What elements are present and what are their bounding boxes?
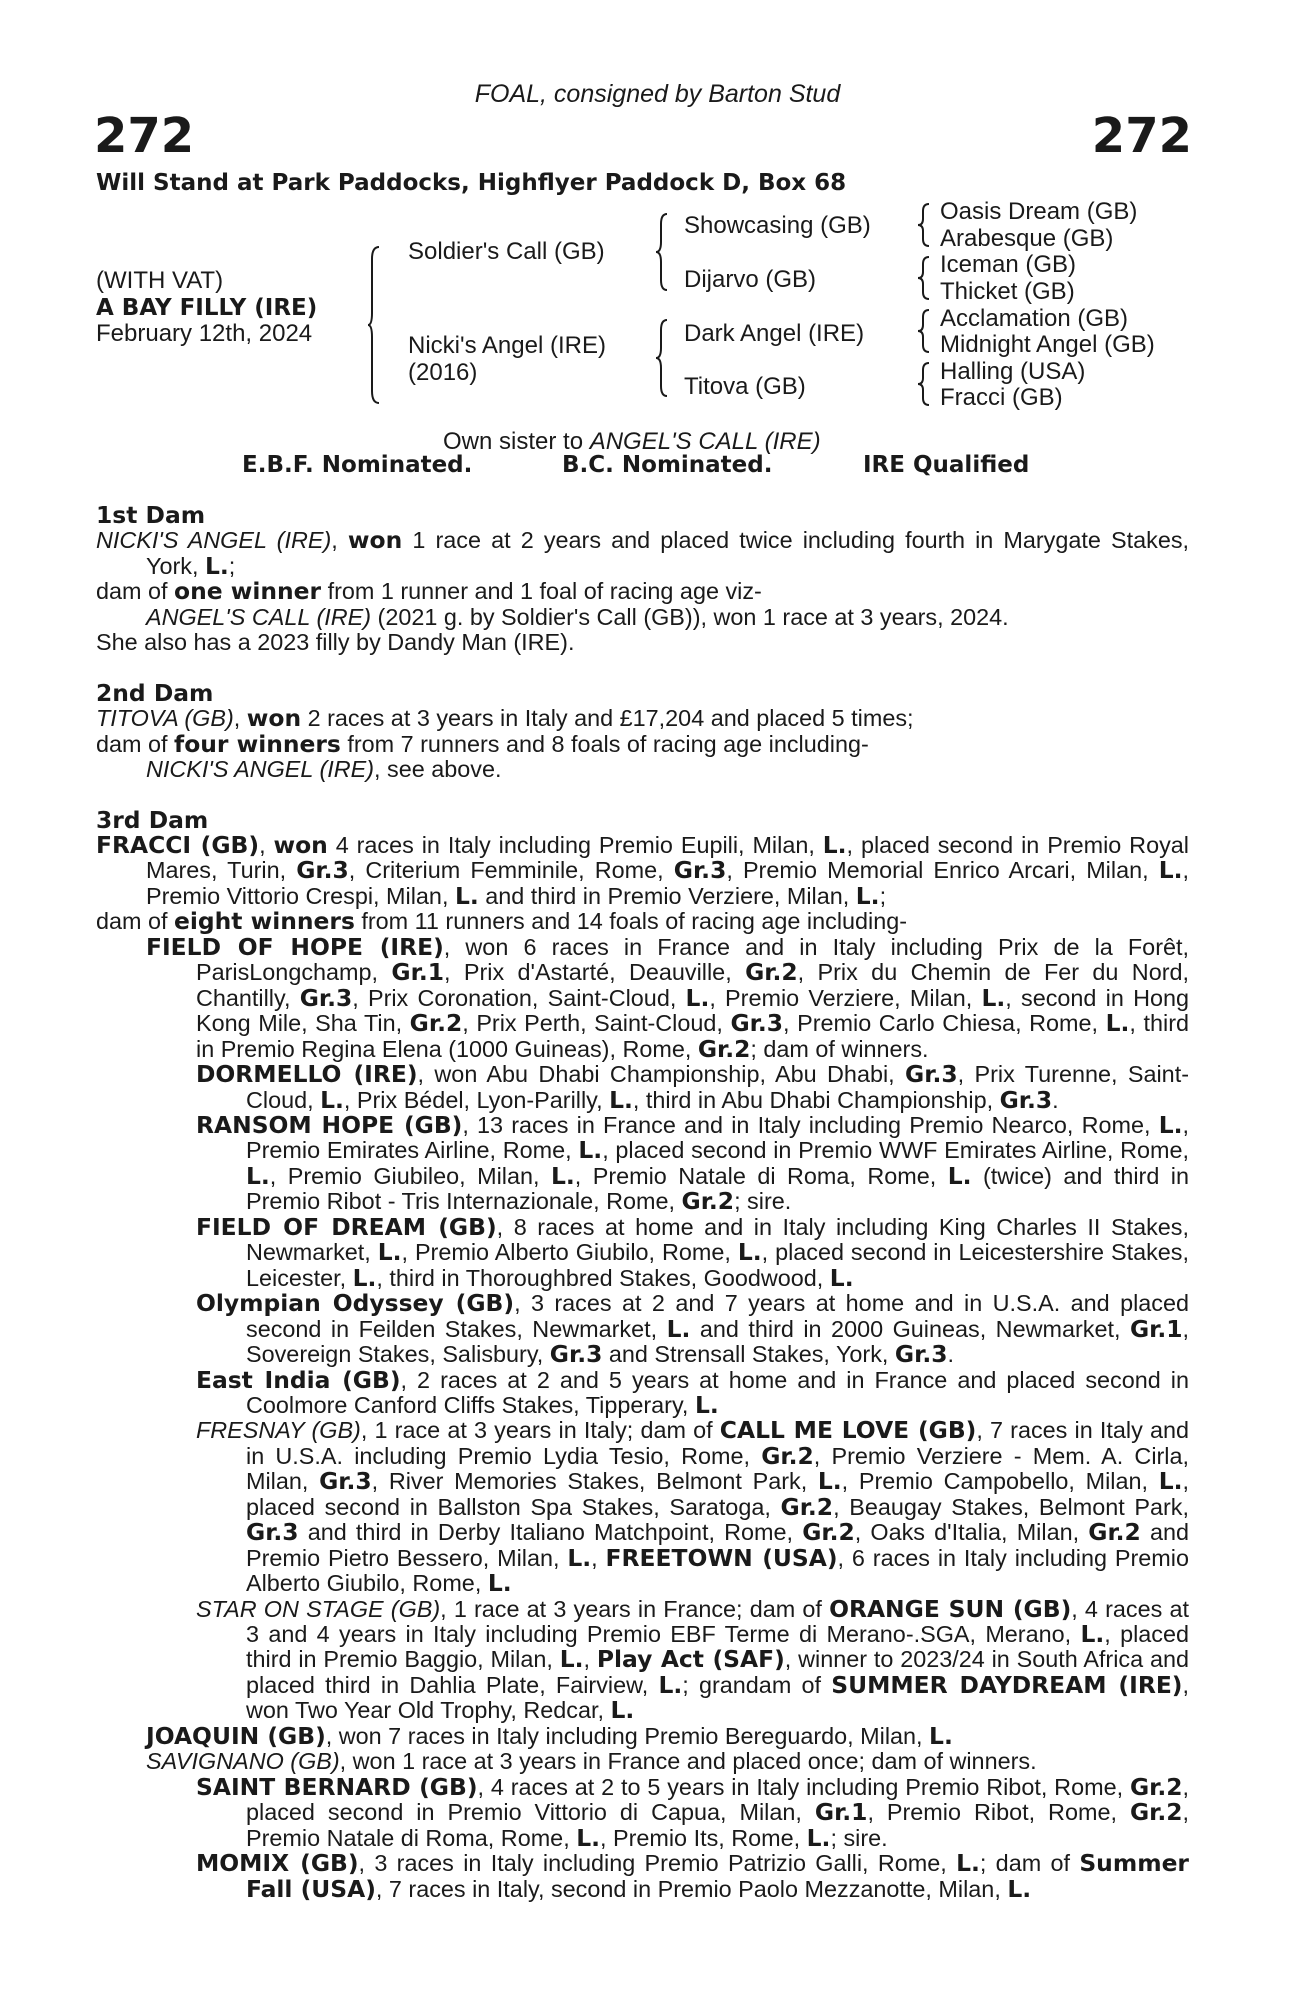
bold-text-run: East India (GB) [196, 1365, 401, 1394]
text-run: , [233, 705, 247, 732]
bold-text-run: L. [1158, 856, 1183, 885]
sister-name: ANGEL'S CALL (IRE) [589, 428, 821, 455]
text-run: from 11 runners and 14 foals of racing age including- [354, 908, 908, 935]
first-dam-heading: 1st Dam [96, 501, 206, 529]
dam-dam: Titova (GB) [684, 373, 806, 400]
produce-fresnay [96, 1418, 1189, 1596]
bold-text-run: L. [666, 1314, 691, 1343]
granddam-4: Fracci (GB) [940, 384, 1063, 411]
text-run: , [583, 1646, 597, 1673]
text-run: , Oaks d'Italia, Milan, [854, 1519, 1089, 1546]
third-dam-produce-line [96, 909, 1189, 934]
produce-star-on-stage [96, 1594, 1189, 1725]
bold-text-run: L. [1080, 1620, 1105, 1649]
second-dam-produce-line [96, 729, 1189, 758]
bold-text-run: Gr.2 [681, 1187, 735, 1216]
text-run: , third in Abu Dhabi Championship, [632, 1086, 1000, 1113]
consignment-line: FOAL, consigned by Barton Stud [474, 80, 841, 108]
bold-text-run: won [246, 704, 302, 733]
grandsire-4: Halling (USA) [940, 358, 1086, 385]
vat-label: (WITH VAT) [96, 267, 224, 294]
text-run: , won 7 races in Italy including Premio Bereguardo, Milan, [325, 1722, 930, 1749]
bold-text-run: one winner [174, 577, 322, 606]
bold-text-run: Gr.2 [780, 1492, 834, 1521]
italic-text-run: FRESNAY (GB) [196, 1417, 361, 1444]
bold-text-run: Gr.3 [246, 1518, 299, 1547]
text-run: from 7 runners and 8 foals of racing age including- [340, 730, 869, 757]
bold-text-run: Gr.3 [894, 1340, 948, 1369]
text-run: ; grandam of [682, 1671, 832, 1698]
italic-text-run: STAR ON STAGE (GB) [196, 1595, 441, 1622]
text-run: , Prix Coronation, Saint-Cloud, [352, 984, 686, 1011]
sister-prefix: Own sister to [443, 428, 590, 455]
italic-text-run: ANGEL'S CALL (IRE) [146, 603, 372, 630]
bold-text-run: Gr.3 [296, 856, 349, 885]
text-run: 1 race at 2 years and placed twice including fourth in Marygate Stakes, York, [146, 527, 1190, 579]
text-run: , Prix Perth, Saint-Cloud, [462, 1010, 731, 1037]
bold-text-run: Gr.2 [409, 1009, 463, 1038]
text-run: . [947, 1341, 954, 1368]
produce-saint-bernard [96, 1772, 1189, 1852]
first-dam-note: She also has a 2023 filly by Dandy Man (IRE). [96, 629, 575, 656]
bold-text-run: L. [829, 1263, 854, 1292]
text-run: , third in Premio Regina Elena (1000 Guineas), Rome, [196, 1010, 1190, 1062]
sire-brace [654, 212, 670, 292]
second-dam-foal [96, 757, 1189, 782]
bold-text-run: L. [1158, 1467, 1183, 1496]
text-run: , placed second in Leicestershire Stakes, Leicester, [246, 1239, 1189, 1291]
bold-text-run: Summer Fall (USA) [246, 1849, 1189, 1903]
stand-location: Will Stand at Park Paddocks, Highflyer Paddock D, Box 68 [96, 170, 847, 196]
bold-text-run: L. [576, 1823, 600, 1852]
text-run: , third in Thoroughbred Stakes, Goodwood, [376, 1264, 830, 1291]
text-run: , 7 races in Italy, second in Premio Paolo Mezzanotte, Milan, [375, 1875, 1008, 1902]
bold-text-run: SAINT BERNARD (GB) [196, 1772, 478, 1801]
text-run: dam of [96, 730, 175, 757]
text-run: (twice) and third in Premio Ribot - Tris Internazionale, Rome, [246, 1162, 1189, 1215]
text-run: , Premio Ribot, Rome, [867, 1799, 1130, 1826]
bold-text-run: L. [487, 1569, 512, 1598]
produce-olympian-odyssey [96, 1291, 1189, 1367]
bold-text-run: Gr.1 [814, 1798, 868, 1827]
bold-text-run: L. [609, 1085, 633, 1114]
produce-field-of-hope [96, 932, 1190, 1063]
bold-text-run: Gr.3 [673, 856, 727, 885]
text-run: dam of [96, 578, 175, 605]
text-run: (2021 g. by Soldier's Call (GB)), won 1 race at 3 years, 2024. [371, 603, 1009, 630]
text-run: , Premio Emirates Airline, Rome, [246, 1111, 1189, 1164]
bc-note: B.C. Nominated. [562, 452, 773, 478]
bold-text-run: L. [1105, 1009, 1130, 1038]
bold-text-run: L. [694, 1390, 719, 1419]
bold-text-run: L. [1007, 1874, 1032, 1903]
first-dam-foal [96, 605, 1189, 630]
bold-text-run: L. [1158, 1110, 1183, 1139]
ebf-note: E.B.F. Nominated. [242, 452, 473, 478]
bold-text-run: Gr.2 [745, 958, 798, 987]
bold-text-run: eight winners [174, 907, 355, 936]
text-run: , Premio Giubileo, Milan, [269, 1162, 551, 1189]
bold-text-run: L. [658, 1670, 683, 1699]
g-brace-4 [916, 361, 932, 407]
dam-year: (2016) [408, 359, 478, 386]
text-run: , placed second in Premio WWF Emirates Airline, Rome, [602, 1137, 1189, 1164]
bold-text-run: Gr.3 [299, 983, 353, 1012]
produce-joaquin [96, 1721, 1189, 1750]
lot-number-left: 272 [94, 108, 195, 164]
g-brace-3 [916, 308, 932, 354]
text-run: , Premio Verziere, Milan, [709, 984, 982, 1011]
text-run: , 6 races in Italy including Premio Alberto Giubilo, Rome, [246, 1544, 1189, 1597]
bold-text-run: ORANGE SUN (GB) [829, 1594, 1072, 1623]
bold-text-run: Gr.2 [761, 1441, 814, 1470]
text-run: , Premio Verziere - Mem. A. Cirla, Milan, [246, 1442, 1190, 1495]
produce-east-india [96, 1365, 1189, 1419]
text-run: , [331, 527, 348, 554]
bold-text-run: L. [550, 1161, 575, 1190]
bold-text-run: L. [352, 1263, 377, 1292]
lot-number-right: 272 [1091, 108, 1192, 164]
dam-brace [654, 318, 670, 398]
text-run: dam of [96, 908, 175, 935]
produce-dormello [96, 1062, 1189, 1113]
bold-text-run: Gr.2 [1088, 1518, 1141, 1547]
bold-text-run: Gr.2 [802, 1518, 855, 1547]
text-run: , Premio Vittorio Crespi, Milan, [146, 857, 1189, 909]
g-brace-1 [916, 202, 932, 248]
produce-field-of-dream [96, 1212, 1189, 1292]
bold-text-run: JOAQUIN (GB) [146, 1721, 326, 1750]
text-run: , Premio Its, Rome, [599, 1824, 807, 1851]
text-run: , 7 races in Italy and in U.S.A. including Premio Lydia Tesio, Rome, [246, 1417, 1189, 1469]
text-run: , winner to 2023/24 in South Africa and placed third in Dahlia Plate, Fairview, [246, 1646, 1189, 1698]
g-brace-2 [916, 255, 932, 301]
text-run: and Strensall Stakes, York, [602, 1341, 895, 1368]
bold-text-run: L. [822, 830, 847, 859]
text-run: ; sire. [734, 1188, 792, 1215]
granddam-3: Midnight Angel (GB) [940, 331, 1155, 358]
text-run: , placed second in Premio Vittorio di Capua, Milan, [246, 1773, 1189, 1826]
text-run: 2 races at 3 years in Italy and £17,204 and placed 5 times; [301, 705, 914, 732]
text-run: , Criterium Femminile, Rome, [348, 857, 674, 884]
bold-text-run: four winners [174, 729, 341, 758]
text-run: , Premio Memorial Enrico Arcari, Milan, [726, 857, 1159, 884]
text-run: , 2 races at 2 and 5 years at home and in France and placed second in Coolmore Canford Cliffs Stakes, Tipperary, [246, 1366, 1189, 1418]
italic-text-run: TITOVA (GB) [96, 705, 234, 732]
text-run: , Prix Turenne, Saint-Cloud, [246, 1061, 1189, 1113]
text-run: and third in Derby Italiano Matchpoint, Rome, [298, 1519, 803, 1546]
text-run: , 3 races at 2 and 7 years at home and in U.S.A. and placed second in Feilden Stakes, Newmarket, [246, 1290, 1189, 1342]
text-run: , Premio Natale di Roma, Rome, [246, 1799, 1189, 1851]
bold-text-run: Gr.3 [730, 1009, 784, 1038]
text-run: , placed second in Premio Royal Mares, Turin, [146, 831, 1189, 884]
text-run: , second in Hong Kong Mile, Sha Tin, [196, 984, 1189, 1037]
text-run: , [591, 1544, 606, 1571]
grandsire-1: Oasis Dream (GB) [940, 198, 1138, 225]
bold-text-run: won [347, 526, 403, 555]
dam: Nicki's Angel (IRE) [408, 332, 606, 359]
sire-dam: Dijarvo (GB) [684, 266, 817, 293]
text-run: , Prix d'Astarté, Deauville, [443, 959, 746, 986]
produce-momix [96, 1851, 1189, 1902]
bold-text-run: Gr.1 [391, 958, 444, 987]
produce-savignano [96, 1749, 1189, 1774]
bold-text-run: FIELD OF HOPE (IRE) [146, 932, 444, 961]
text-run: , placed second in Ballston Spa Stakes, Saratoga, [246, 1468, 1189, 1520]
text-run: ; dam of winners. [750, 1035, 929, 1062]
granddam-1: Arabesque (GB) [940, 225, 1114, 252]
text-run: and third in Premio Verziere, Milan, [478, 882, 856, 909]
bold-text-run: L. [204, 551, 229, 580]
grandsire-2: Iceman (GB) [940, 251, 1077, 278]
text-run: , won Abu Dhabi Championship, Abu Dhabi, [417, 1061, 906, 1088]
bold-text-run: L. [377, 1238, 402, 1267]
second-dam-heading: 2nd Dam [96, 678, 214, 707]
produce-ransom-hope [96, 1110, 1189, 1216]
bold-text-run: L. [981, 983, 1006, 1012]
ire-note: IRE Qualified [863, 452, 1030, 478]
text-run: , [259, 831, 274, 858]
foaling-date: February 12th, 2024 [96, 320, 313, 347]
text-run: , Premio Alberto Giubilo, Rome, [401, 1239, 738, 1266]
bold-text-run: L. [567, 1543, 592, 1572]
text-run: from 1 runner and 1 foal of racing age viz- [321, 578, 762, 605]
text-run: ; [879, 882, 887, 909]
bold-text-run: L. [559, 1645, 584, 1674]
bold-text-run: RANSOM HOPE (GB) [196, 1110, 463, 1139]
text-run: , Beaugay Stakes, Belmont Park, [833, 1493, 1189, 1520]
first-dam-entry [96, 528, 1189, 579]
bold-text-run: SUMMER DAYDREAM (IRE) [831, 1670, 1183, 1699]
text-run: , 1 race at 3 years in France; dam of [440, 1595, 830, 1622]
text-run: , 3 races in Italy including Premio Patrizio Galli, Rome, [358, 1850, 957, 1877]
bold-text-run: L. [947, 1161, 972, 1190]
text-run: . [1052, 1086, 1059, 1113]
text-run: , won 1 race at 3 years in France and placed once; dam of winners. [339, 1748, 1037, 1775]
bold-text-run: FIELD OF DREAM (GB) [196, 1212, 497, 1241]
bold-text-run: Gr.3 [549, 1340, 603, 1369]
bold-text-run: Play Act (SAF) [596, 1645, 785, 1674]
catalogue-text [96, 503, 1189, 1902]
italic-text-run: NICKI'S ANGEL (IRE) [96, 527, 332, 554]
bold-text-run: Gr.3 [319, 1467, 372, 1496]
bold-text-run: won [273, 830, 328, 859]
bold-text-run: L. [454, 881, 479, 910]
bold-text-run: CALL ME LOVE (GB) [719, 1416, 977, 1445]
text-run: , placed third in Premio Baggio, Milan, [246, 1621, 1189, 1673]
bold-text-run: Gr.1 [1129, 1314, 1183, 1343]
bold-text-run: MOMIX (GB) [196, 1849, 359, 1878]
italic-text-run: NICKI'S ANGEL (IRE) [146, 756, 375, 783]
bold-text-run: L. [610, 1696, 635, 1725]
bold-text-run: L. [817, 1467, 842, 1496]
text-run: , Prix Bédel, Lyon-Parilly, [343, 1086, 610, 1113]
text-run: ; [228, 552, 236, 579]
pedigree-brace-main [366, 245, 382, 405]
bold-text-run: Gr.2 [1129, 1772, 1183, 1801]
text-run: , 4 races at 3 and 4 years in Italy including Premio EBF Terme di Merano-.SGA, Merano, [246, 1595, 1189, 1648]
text-run: ; sire. [830, 1824, 888, 1851]
text-run: and third in 2000 Guineas, Newmarket, [690, 1315, 1130, 1342]
bold-text-run: Gr.3 [905, 1060, 958, 1089]
dam-sire: Dark Angel (IRE) [684, 320, 865, 347]
text-run: , won 6 races in France and in Italy including Prix de la Forêt, ParisLongchamp, [196, 933, 1189, 986]
bold-text-run: Gr.2 [697, 1034, 751, 1063]
bold-text-run: Gr.2 [1129, 1798, 1183, 1827]
sire-sire: Showcasing (GB) [684, 212, 871, 239]
text-run: , see above. [374, 756, 502, 783]
sire: Soldier's Call (GB) [408, 238, 605, 265]
text-run: , Premio Carlo Chiesa, Rome, [783, 1010, 1106, 1037]
text-run: , 4 races at 2 to 5 years in Italy including Premio Ribot, Rome, [477, 1773, 1130, 1800]
bold-text-run: FRACCI (GB) [96, 830, 260, 859]
grandsire-3: Acclamation (GB) [940, 305, 1129, 332]
text-run: 4 races in Italy including Premio Eupili, Milan, [327, 831, 823, 858]
bold-text-run: L. [806, 1823, 831, 1852]
first-dam-produce-line [96, 579, 1189, 604]
bold-text-run: Olympian Odyssey (GB) [196, 1289, 515, 1318]
text-run: , Premio Natale di Roma, Rome, [574, 1162, 948, 1189]
bold-text-run: L. [737, 1238, 762, 1267]
bold-text-run: L. [855, 881, 880, 910]
text-run: , Premio Campobello, Milan, [841, 1468, 1159, 1495]
bold-text-run: Gr.3 [999, 1085, 1053, 1114]
text-run: and Premio Pietro Bessero, Milan, [246, 1519, 1189, 1571]
bold-text-run: L. [578, 1136, 603, 1165]
bold-text-run: L. [929, 1721, 953, 1750]
bold-text-run: L. [246, 1161, 270, 1190]
lot-title: A BAY FILLY (IRE) [96, 295, 318, 321]
granddam-2: Thicket (GB) [940, 278, 1075, 305]
third-dam-heading: 3rd Dam [96, 805, 209, 834]
text-run: ; dam of [979, 1850, 1080, 1877]
text-run: , River Memories Stakes, Belmont Park, [371, 1468, 818, 1495]
text-run: , won Two Year Old Trophy, Redcar, [246, 1671, 1189, 1724]
text-run: , Prix du Chemin de Fer du Nord, Chantilly, [196, 959, 1190, 1011]
third-dam-entry [96, 830, 1189, 910]
text-run: , 1 race at 3 years in Italy; dam of [360, 1417, 720, 1444]
second-dam-entry [96, 706, 1189, 731]
text-run: , Sovereign Stakes, Salisbury, [246, 1315, 1190, 1368]
bold-text-run: L. [320, 1085, 344, 1114]
text-run: , 8 races at home and in Italy including King Charles II Stakes, Newmarket, [246, 1213, 1189, 1266]
italic-text-run: SAVIGNANO (GB) [146, 1748, 340, 1775]
bold-text-run: FREETOWN (USA) [605, 1543, 838, 1572]
text-run: , 13 races in France and in Italy including Premio Nearco, Rome, [462, 1111, 1159, 1138]
bold-text-run: L. [685, 983, 710, 1012]
bold-text-run: L. [956, 1849, 980, 1878]
bold-text-run: DORMELLO (IRE) [196, 1060, 418, 1089]
